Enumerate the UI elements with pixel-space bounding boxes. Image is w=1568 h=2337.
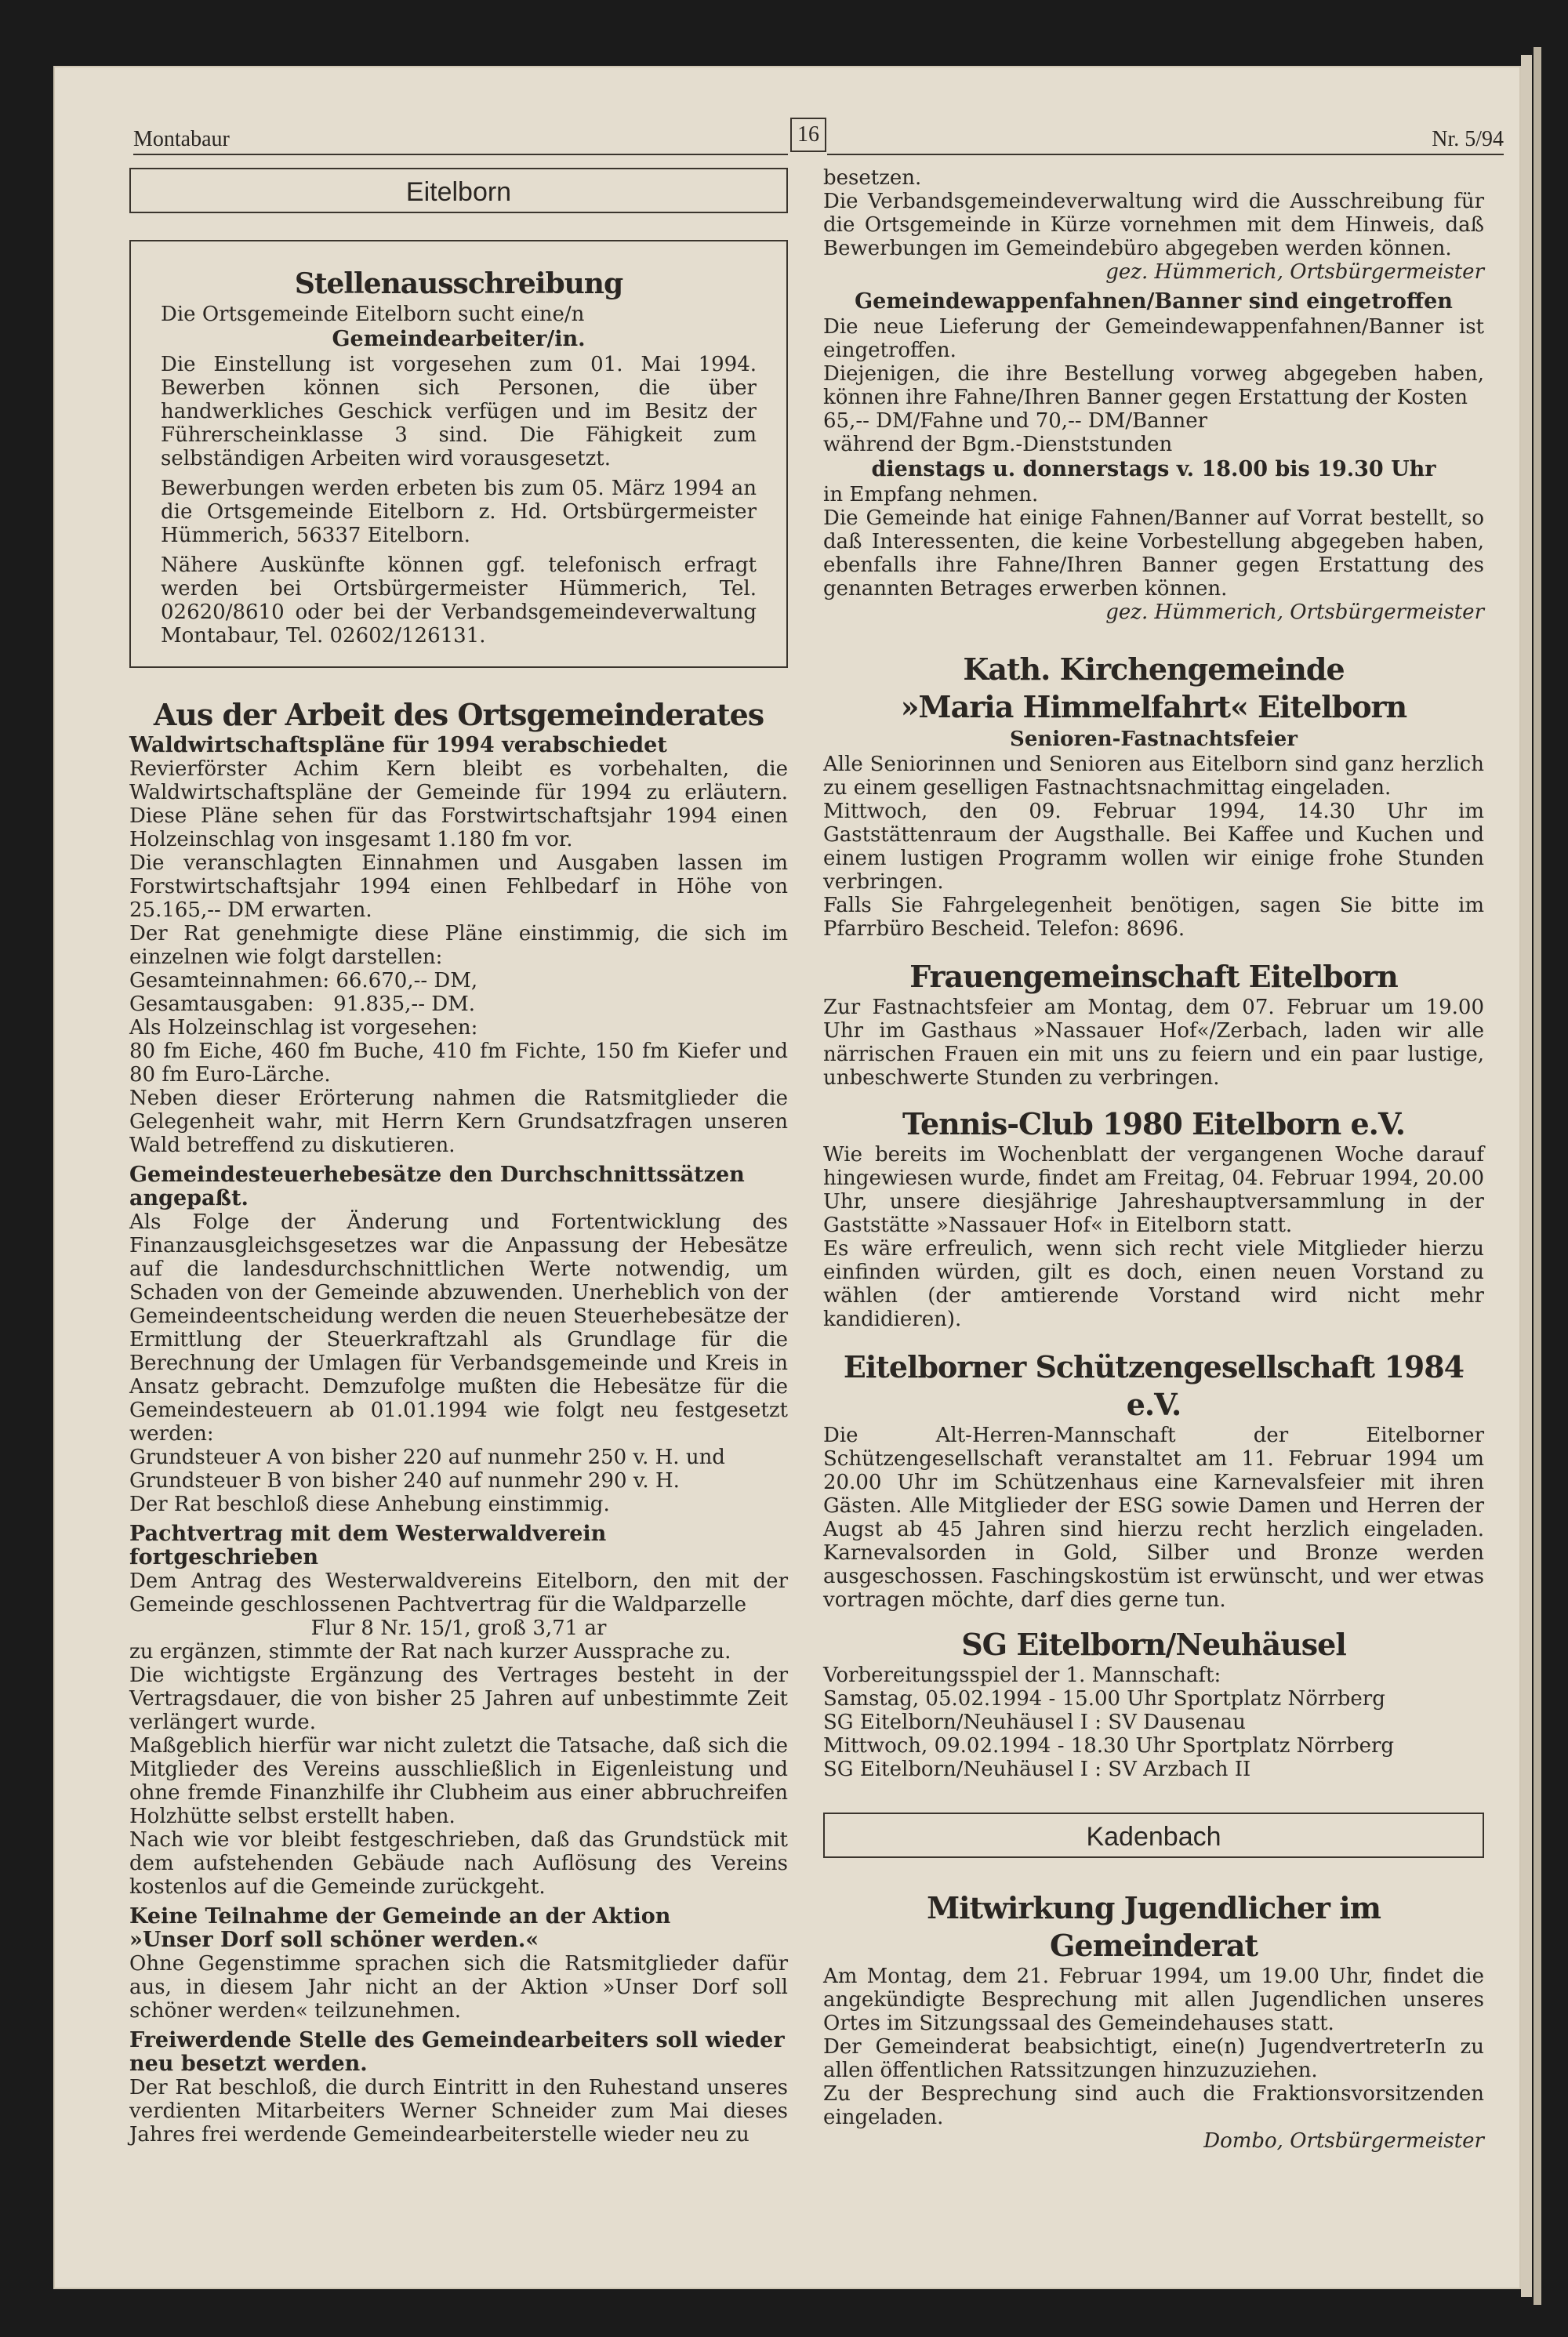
header-rule-left <box>133 154 788 155</box>
village-heading: Keine Teilnahme der Gemeinde an der Aktion <box>129 1904 671 1929</box>
lease-parcel: Flur 8 Nr. 15/1, groß 3,71 ar <box>310 1617 607 1640</box>
left-column <box>129 168 788 2146</box>
job-ad-title: Stellenausschreibung <box>294 267 623 300</box>
forest-expenses: Gesamtausgaben: 91.835,-- DM. <box>129 992 475 1016</box>
women-title: Frauengemeinschaft Eitelborn <box>909 959 1398 994</box>
lease-paragraph: Die wichtigste Ergänzung des Vertrages besteht in der Vertragsdauer, die von bisher 25 Jahren auf unbestimmte Zeit verlängert wurde. <box>129 1664 788 1734</box>
forest-income: Gesamteinnahmen: 66.670,-- DM, <box>129 969 478 992</box>
church-paragraph: Mittwoch, den 09. Februar 1994, 14.30 Uhr im Gaststättenraum der Augsthalle. Bei Kaffee und Kuchen und einem lustigen Programm wollen wir einige frohe Stunden verbringen. <box>823 800 1484 894</box>
forest-paragraph: Neben dieser Erörterung nahmen die Ratsmitglieder die Gelegenheit wahr, mit Herrn Kern Grundsatzfragen unseren Wald betreffend zu diskutieren. <box>129 1087 788 1157</box>
vacancy-heading: Freiwerdende Stelle des Gemeindearbeiters soll wieder neu besetzt werden. <box>129 2028 785 2076</box>
flags-heading: Gemeindewappenfahnen/Banner sind eingetroffen <box>855 289 1453 314</box>
header-rule-right <box>827 154 1504 155</box>
sg-line: SG Eitelborn/Neuhäusel I : SV Dausenau <box>823 1711 1246 1734</box>
village-heading: »Unser Dorf soll schöner werden.« <box>129 1928 539 1952</box>
right-column <box>823 166 1484 2153</box>
job-ad-paragraph: Nähere Auskünfte können ggf. telefonisch erfragt werden bei Ortsbürgermeister Hümmerich, Tel. 02620/8610 oder bei der Verbandsgemeindeverwaltung Montabaur, Tel. 02602/126131. <box>161 553 757 648</box>
youth-paragraph: Am Montag, dem 21. Februar 1994, um 19.00 Uhr, findet die angekündigte Besprechung mit allen Jugendlichen unseres Ortes im Sitzungssaal des Gemeindehauses statt. <box>823 1965 1484 2035</box>
signature: gez. Hümmerich, Ortsbürgermeister <box>1105 601 1484 624</box>
tax-line: Grundsteuer B von bisher 240 auf nunmehr 290 v. H. <box>129 1469 680 1493</box>
youth-paragraph: Zu der Besprechung sind auch die Fraktionsvorsitzenden eingeladen. <box>823 2082 1484 2129</box>
forest-paragraph: 80 fm Eiche, 460 fm Buche, 410 fm Fichte, 150 fm Kiefer und 80 fm Euro-Lärche. <box>129 1040 788 1087</box>
forest-paragraph: Der Rat genehmigte diese Pläne einstimmig, die sich im einzelnen wie folgt darstellen: <box>129 922 788 969</box>
issue-number: Nr. 5/94 <box>1432 127 1504 151</box>
tennis-paragraph: Es wäre erfreulich, wenn sich recht viele Mitglieder hierzu einfinden würden, gilt es doch, einen neuen Vorstand zu wählen (der amtierende Vorstand wird nicht mehr kandidieren). <box>823 1237 1484 1331</box>
sg-line: Samstag, 05.02.1994 - 15.00 Uhr Sportplatz Nörrberg <box>823 1687 1385 1711</box>
vacancy-paragraph: Der Rat beschloß, die durch Eintritt in den Ruhestand unseres verdienten Mitarbeiters Werner Schneider zum Mai dieses Jahres frei werdende Gemeindearbeiterstelle wieder neu zu <box>129 2076 788 2146</box>
tax-paragraph: Der Rat beschloß diese Anhebung einstimmig. <box>129 1493 610 1516</box>
forest-paragraph: Die veranschlagten Einnahmen und Ausgaben lassen im Forstwirtschaftsjahr 1994 einen Fehlbedarf in Höhe von 25.165,-- DM erwarten. <box>129 851 788 922</box>
job-ad-paragraph: Bewerbungen werden erbeten bis zum 05. März 1994 an die Ortsgemeinde Eitelborn z. Hd. Ortsbürgermeister Hümmerich, 56337 Eitelborn. <box>161 477 757 547</box>
job-ad-box <box>129 240 788 668</box>
tax-heading: Gemeindesteuerhebesätze den Durchschnittssätzen angepaßt. <box>129 1163 745 1210</box>
sg-line: SG Eitelborn/Neuhäusel I : SV Arzbach II <box>823 1758 1251 1781</box>
flags-paragraph: Die neue Lieferung der Gemeindewappenfahnen/Banner ist eingetroffen. <box>823 315 1484 362</box>
tax-paragraph: Als Folge der Änderung und Fortentwicklung des Finanzausgleichsgesetzes war die Anpassung der Hebesätze auf die landesdurchschnittlichen Werte notwendig, um Schaden von der Gemeinde abzuwenden. Unerheblich von der Gemeindeentscheidung werden die neuen Steuerhebesätze der Ermittlung der Steuerkraftzahl als Grundlage für die Berechnung der Umlagen für Verbandsgemeinde und Kreis in Ansatz gebracht. Demzufolge mußten die Hebesätze für die Gemeindesteuern ab 01.01.1994 wie folgt neu festgesetzt werden: <box>129 1210 788 1446</box>
tax-line: Grundsteuer A von bisher 220 auf nunmehr 250 v. H. und <box>129 1446 725 1469</box>
lease-paragraph: Maßgeblich hierfür war nicht zuletzt die Tatsache, daß sich die Mitglieder des Vereins ausschließlich in Eigenleistung und ohne fremde Finanzhilfe ihr Clubheim aus einer abbruchreifen Holzhütte selbst erstellt haben. <box>129 1734 788 1828</box>
job-ad-line: Die Ortsgemeinde Eitelborn sucht eine/n <box>161 303 585 326</box>
section-title-kadenbach: Kadenbach <box>823 1813 1484 1858</box>
council-title: Aus der Arbeit des Ortsgemeinderates <box>153 697 764 732</box>
forest-paragraph: Revierförster Achim Kern bleibt es vorbehalten, die Waldwirtschaftspläne der Gemeinde für 1994 zu erläutern. Diese Pläne sehen für das Forstwirtschaftsjahr 1994 einen Holzeinschlag von insgesamt 1.180 fm vor. <box>129 757 788 851</box>
section-title-eitelborn: Eitelborn <box>129 168 788 213</box>
header-town: Montabaur <box>133 127 230 151</box>
lease-heading: Pachtvertrag mit dem Westerwaldverein fortgeschrieben <box>129 1522 607 1569</box>
church-title: »Maria Himmelfahrt« Eitelborn <box>900 689 1407 724</box>
tennis-title: Tennis-Club 1980 Eitelborn e.V. <box>902 1106 1405 1141</box>
sg-line: Mittwoch, 09.02.1994 - 18.30 Uhr Sportplatz Nörrberg <box>823 1734 1395 1758</box>
job-ad-paragraph: Die Einstellung ist vorgesehen zum 01. Mai 1994. Bewerben können sich Personen, die über handwerkliches Geschick verfügen und im Besitz der Führerscheinklasse 3 sind. Die Fähigkeit zum selbständigen Arbeiten wird vorausgesetzt. <box>161 353 757 470</box>
signature: gez. Hümmerich, Ortsbürgermeister <box>1105 260 1484 284</box>
church-paragraph: Alle Seniorinnen und Senioren aus Eitelborn sind ganz herzlich zu einem geselligen Fastnachtsnachmittag eingeladen. <box>823 753 1484 800</box>
lease-paragraph: zu ergänzen, stimmte der Rat nach kurzer Aussprache zu. <box>129 1640 731 1664</box>
flags-hours: dienstags u. donnerstags v. 18.00 bis 19.30 Uhr <box>871 457 1436 481</box>
page-header <box>78 122 1504 155</box>
women-paragraph: Zur Fastnachtsfeier am Montag, dem 07. Februar um 19.00 Uhr im Gasthaus »Nassauer Hof«/Zerbach, laden wir alle närrischen Frauen ein mit uns zu feiern und ein paar lustige, unbeschwerte Stunden zu verbringen. <box>823 996 1484 1090</box>
shooting-club-title: Eitelborner Schützengesellschaft 1984 e.V. <box>843 1349 1465 1422</box>
forest-heading: Waldwirtschaftspläne für 1994 verabschiedet <box>129 733 667 757</box>
flags-paragraph: 65,-- DM/Fahne und 70,-- DM/Banner <box>823 409 1208 433</box>
shooting-club-paragraph: Die Alt-Herren-Mannschaft der Eitelborner Schützengesellschaft veranstaltet am 11. Februar 1994 um 20.00 Uhr im Schützenhaus eine Karnevalsfeier mit ihren Gästen. Alle Mitglieder der ESG sowie Damen und Herren der Augst ab 45 Jahren sind hierzu recht herzlich eingeladen. Karnevalsorden in Gold, Silber und Bronze werden ausgeschossen. Faschingskostüm ist erwünscht, und wer etwas vortragen möchte, darf dies gerne tun. <box>823 1424 1484 1612</box>
sg-line: Vorbereitungsspiel der 1. Mannschaft: <box>823 1664 1221 1687</box>
lease-paragraph: Dem Antrag des Westerwaldvereins Eitelborn, den mit der Gemeinde geschlossenen Pachtvertrag für die Waldparzelle <box>129 1569 788 1617</box>
youth-title: Mitwirkung Jugendlicher im Gemeinderat <box>927 1890 1381 1963</box>
continued-text: Die Verbandsgemeindeverwaltung wird die Ausschreibung für die Ortsgemeinde in Kürze vornehmen mit dem Hinweis, daß Bewerbungen im Gemeindebüro abgegeben werden können. <box>823 190 1484 260</box>
church-title: Kath. Kirchengemeinde <box>963 651 1345 687</box>
forest-paragraph: Als Holzeinschlag ist vorgesehen: <box>129 1016 478 1040</box>
tennis-paragraph: Wie bereits im Wochenblatt der vergangenen Woche darauf hingewiesen wurde, findet am Freitag, 04. Februar 1994, 20.00 Uhr, unsere diesjährige Jahreshauptversammlung in der Gaststätte »Nassauer Hof« in Eitelborn statt. <box>823 1143 1484 1237</box>
flags-paragraph: während der Bgm.-Dienststunden <box>823 433 1173 456</box>
church-subtitle: Senioren-Fastnachtsfeier <box>1010 728 1298 751</box>
church-paragraph: Falls Sie Fahrgelegenheit benötigen, sagen Sie bitte im Pfarrbüro Bescheid. Telefon: 8696. <box>823 894 1484 941</box>
flags-paragraph: in Empfang nehmen. <box>823 483 1039 506</box>
page-edge <box>1534 47 1541 2305</box>
page-number: 16 <box>790 118 826 152</box>
sg-title: SG Eitelborn/Neuhäusel <box>961 1627 1346 1662</box>
job-position: Gemeindearbeiter/in. <box>332 327 586 351</box>
lease-paragraph: Nach wie vor bleibt festgeschrieben, daß das Grundstück mit dem aufstehenden Gebäude nach Auflösung des Vereins kostenlos auf die Gemeinde zurückgeht. <box>129 1828 788 1899</box>
signature: Dombo, Ortsbürgermeister <box>1203 2129 1484 2153</box>
village-paragraph: Ohne Gegenstimme sprachen sich die Ratsmitglieder dafür aus, in diesem Jahr nicht an der Aktion »Unser Dorf soll schöner werden« teilzunehmen. <box>129 1952 788 2023</box>
flags-paragraph: Die Gemeinde hat einige Fahnen/Banner auf Vorrat bestellt, so daß Interessenten, die keine Vorbestellung abgegeben haben, ebenfalls ihre Fahne/Ihren Banner gegen Erstattung des genannten Betrages erwerben können. <box>823 506 1484 601</box>
page-edge <box>1521 55 1532 2297</box>
continued-text: besetzen. <box>823 166 922 190</box>
flags-paragraph: Diejenigen, die ihre Bestellung vorweg abgegeben haben, können ihre Fahne/Ihren Banner gegen Erstattung der Kosten <box>823 362 1484 409</box>
youth-paragraph: Der Gemeinderat beabsichtigt, eine(n) JugendvertreterIn zu allen öffentlichen Ratssitzungen hinzuzuziehen. <box>823 2035 1484 2082</box>
